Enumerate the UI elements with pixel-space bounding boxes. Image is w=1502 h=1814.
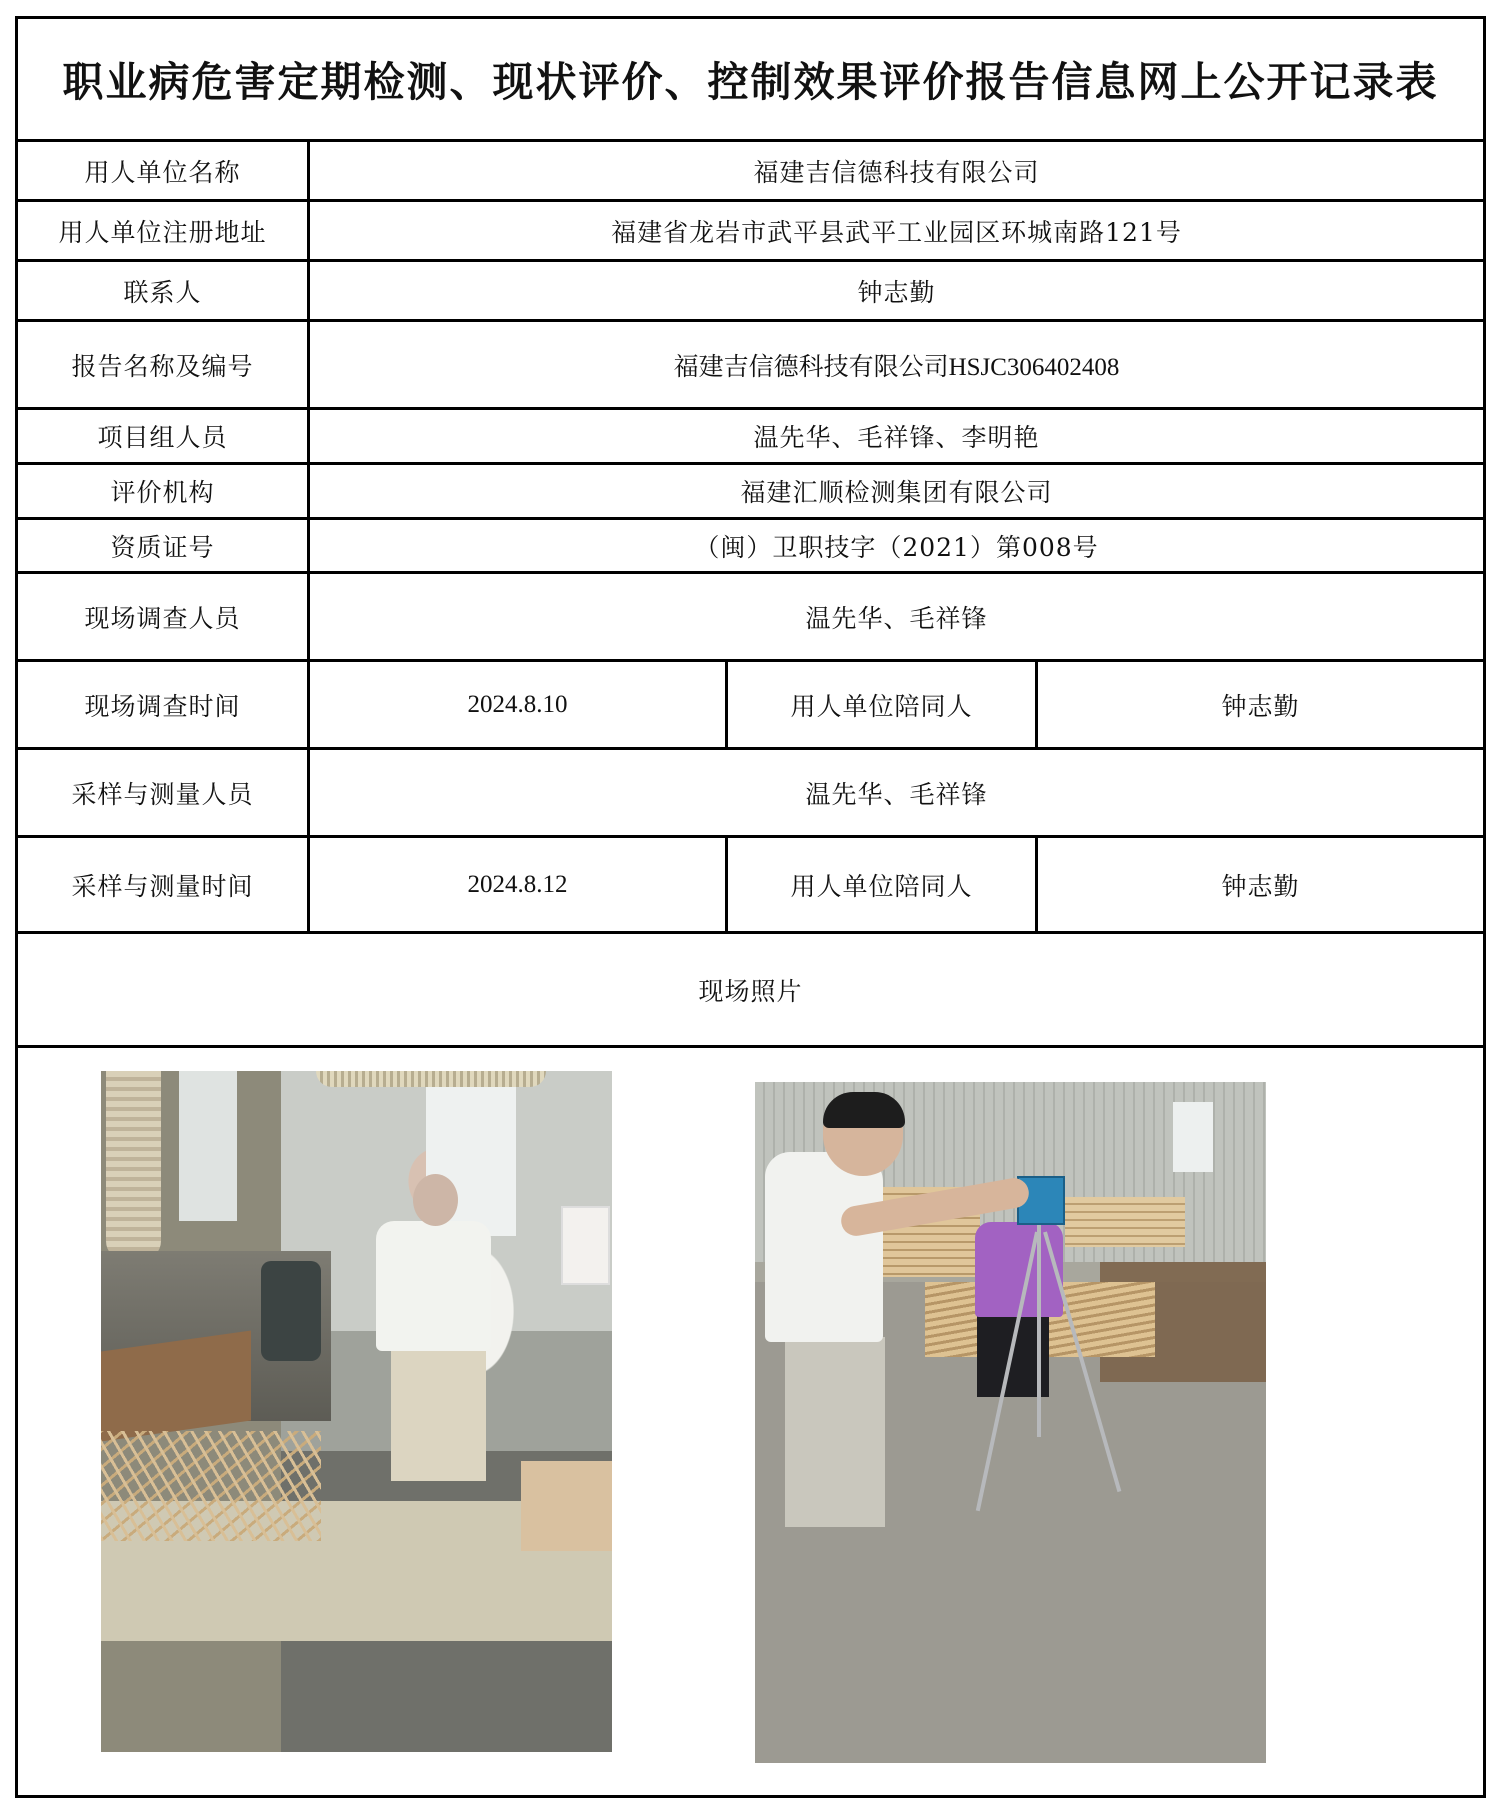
worker-pants	[391, 1351, 486, 1481]
inspector-shirt	[765, 1152, 883, 1342]
value-sampling-staff: 温先华、毛祥锋	[805, 779, 988, 809]
value-project-team: 温先华、毛祥锋、李明艳	[753, 423, 1040, 452]
inspector-pants	[785, 1337, 885, 1527]
value-employer-name: 福建吉信德科技有限公司	[753, 157, 1040, 187]
value-employer-address: 福建省龙岩市武平县武平工业园区环城南路121号	[611, 217, 1182, 247]
value-survey-staff: 温先华、毛祥锋	[805, 603, 988, 633]
tripod-leg	[1037, 1222, 1041, 1437]
label-qualification-no: 资质证号	[110, 532, 215, 562]
label-project-team: 项目组人员	[97, 423, 228, 452]
value-sampling-time: 2024.8.12	[467, 870, 568, 898]
value-contact: 钟志勤	[857, 277, 936, 307]
label-report: 报告名称及编号	[71, 351, 254, 381]
dust-duct	[316, 1071, 546, 1087]
label-survey-companion: 用人单位陪同人	[790, 691, 973, 721]
label-contact: 联系人	[123, 277, 202, 307]
cloth-cover	[261, 1261, 321, 1361]
value-survey-companion: 钟志勤	[1221, 691, 1300, 721]
inspector-hair	[823, 1092, 905, 1128]
value-qualification-no: （闽）卫职技字（2021）第008号	[694, 532, 1099, 562]
worker-head	[413, 1174, 458, 1226]
site-photo-2	[755, 1082, 1266, 1763]
lumber-stack	[1065, 1197, 1185, 1247]
value-sampling-companion: 钟志勤	[1221, 871, 1300, 901]
label-survey-time: 现场调查时间	[84, 691, 241, 721]
page-title: 职业病危害定期检测、现状评价、控制效果评价报告信息网上公开记录表	[62, 57, 1439, 106]
wall-sign	[561, 1206, 610, 1285]
label-sampling-companion: 用人单位陪同人	[790, 871, 973, 901]
label-employer-address: 用人单位注册地址	[58, 217, 267, 247]
value-report: 福建吉信德科技有限公司HSJC306402408	[673, 353, 1120, 381]
site-photo-1	[101, 1071, 612, 1752]
value-evaluation-org: 福建汇顺检测集团有限公司	[740, 478, 1053, 507]
label-employer-name: 用人单位名称	[84, 157, 241, 187]
window	[179, 1071, 237, 1221]
label-sampling-time: 采样与测量时间	[71, 871, 254, 901]
worker-shirt	[376, 1221, 491, 1351]
value-survey-time: 2024.8.10	[467, 690, 568, 718]
window	[1173, 1102, 1213, 1172]
dust-pipe	[106, 1071, 161, 1261]
site-photos-heading: 现场照片	[698, 976, 803, 1006]
wood-scraps	[101, 1431, 321, 1541]
label-sampling-staff: 采样与测量人员	[71, 779, 254, 809]
row-divider	[15, 1045, 1486, 1048]
wooden-stool	[521, 1461, 612, 1551]
label-evaluation-org: 评价机构	[110, 478, 215, 507]
label-survey-staff: 现场调查人员	[84, 603, 241, 633]
